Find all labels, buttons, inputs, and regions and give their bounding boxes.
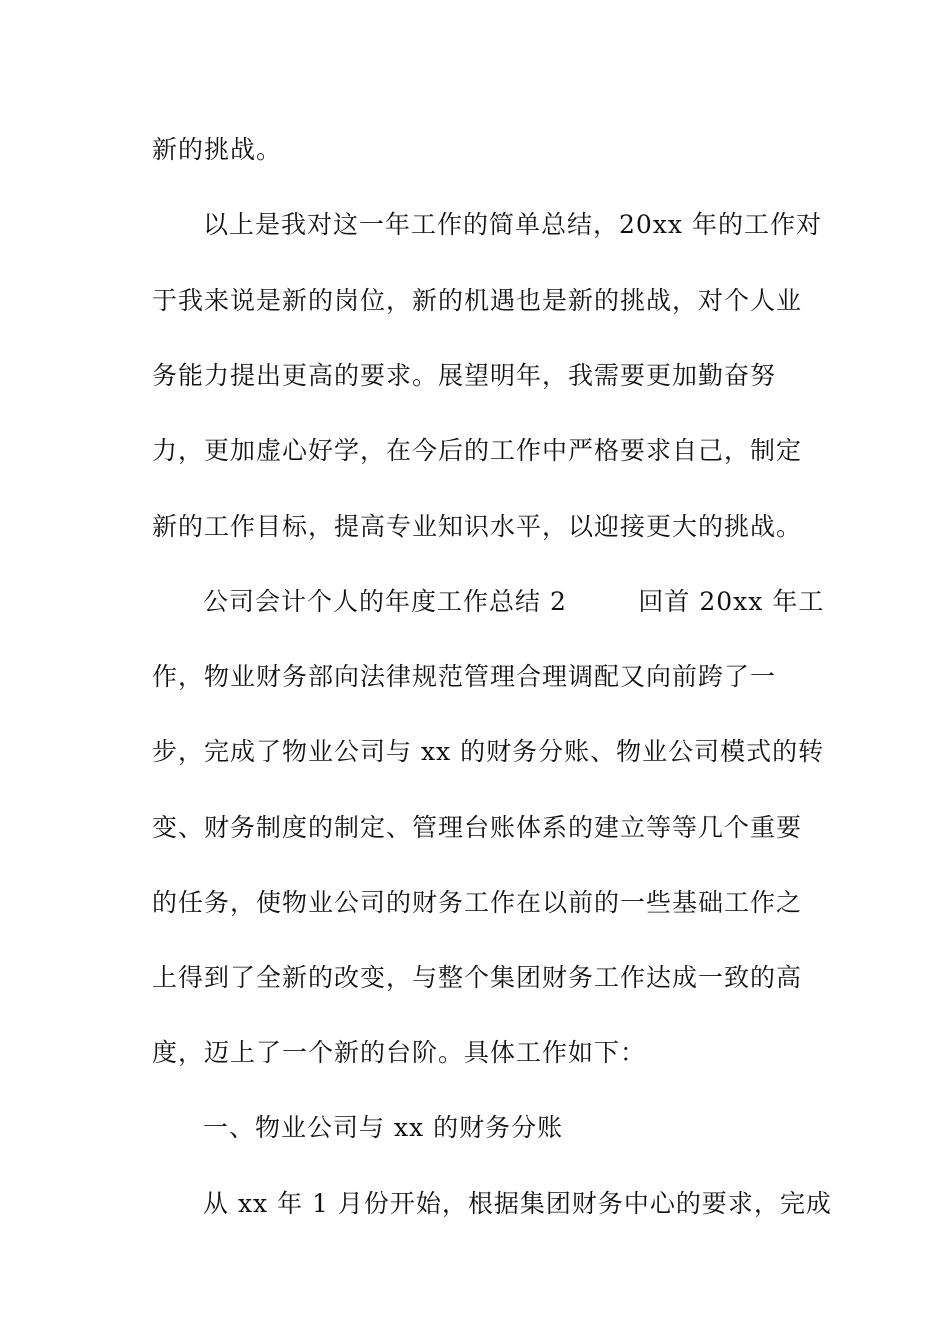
text-line: 新的工作目标，提高专业知识水平，以迎接更大的挑战。 — [152, 512, 803, 541]
text-line: 度，迈上了一个新的台阶。具体工作如下： — [152, 1038, 647, 1067]
text-line: 的任务，使物业公司的财务工作在以前的一些基础工作之 — [152, 888, 803, 917]
text-line: 于我来说是新的岗位，新的机遇也是新的挑战，对个人业 — [152, 286, 803, 315]
text-line: 务能力提出更高的要求。展望明年，我需要更加勤奋努 — [152, 361, 777, 390]
text-line: 新的挑战。 — [152, 135, 283, 164]
subheading-line: 一、物业公司与 xx 的财务分账 — [203, 1113, 564, 1142]
section-title-line: 公司会计个人的年度工作总结 2 回首 20xx 年工 — [203, 587, 825, 616]
text-line: 作，物业财务部向法律规范管理合理调配又向前跨了一 — [152, 662, 777, 691]
text-line: 步，完成了物业公司与 xx 的财务分账、物业公司模式的转 — [152, 737, 825, 766]
paragraph-start-line: 以上是我对这一年工作的简单总结，20xx 年的工作对 — [203, 210, 822, 239]
text-line: 变、财务制度的制定、管理台账体系的建立等等几个重要 — [152, 813, 803, 842]
paragraph-start-line: 从 xx 年 1 月份开始，根据集团财务中心的要求，完成 — [203, 1189, 832, 1218]
text-line: 上得到了全新的改变，与整个集团财务工作达成一致的高 — [152, 963, 803, 992]
text-line: 力，更加虚心好学，在今后的工作中严格要求自己，制定 — [152, 436, 803, 465]
